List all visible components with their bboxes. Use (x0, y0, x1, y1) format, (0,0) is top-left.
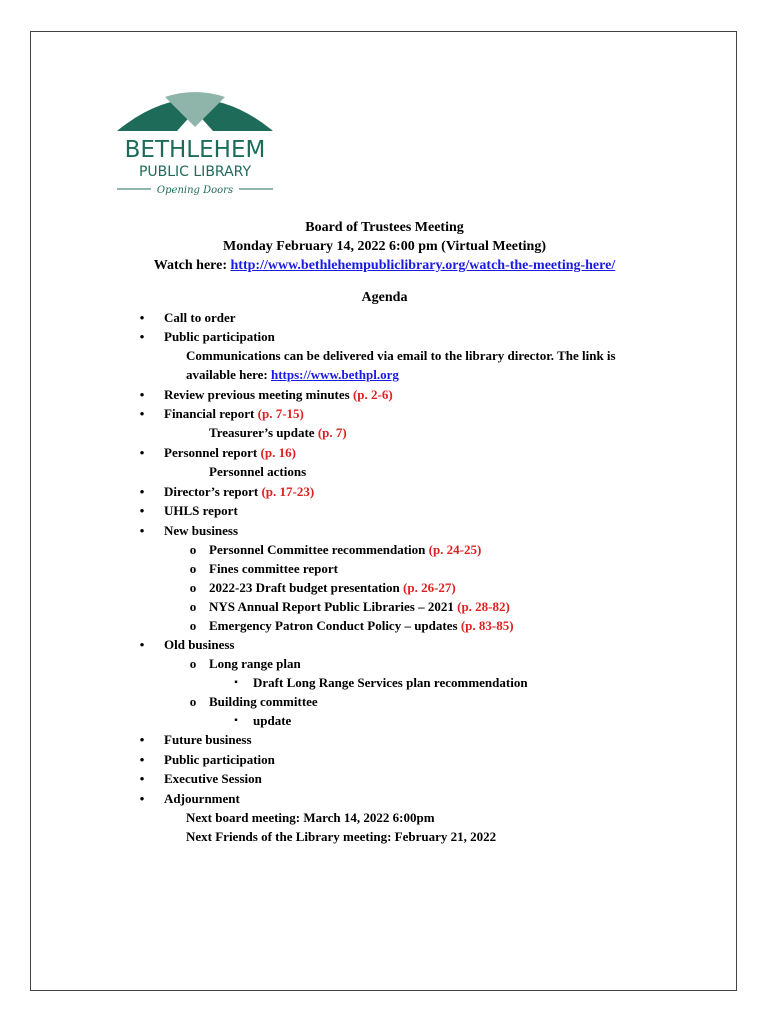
library-link[interactable]: https://www.bethpl.org (270, 367, 399, 382)
sub-item: o Personnel Committee recommendation (p. 24-25) (189, 542, 482, 557)
logo-line-2: PUBLIC LIBRARY (138, 164, 252, 180)
page-ref: (p. 83-85) (460, 618, 514, 633)
meeting-title: Board of Trustees Meeting (305, 220, 464, 235)
list-item: • Public participation (139, 752, 275, 767)
agenda-title: Agenda (361, 290, 408, 305)
watch-line (31, 256, 738, 275)
list-item: • UHLS report (139, 503, 238, 518)
sub-item: o NYS Annual Report Public Libraries – 2021 (p. 28-82) (189, 599, 510, 614)
logo-tagline: Opening Doors (156, 185, 234, 196)
list-item: • New business (139, 523, 239, 538)
logo-line-1: BETHLEHEM (124, 137, 266, 163)
page-ref: (p. 17-23) (261, 484, 315, 499)
list-item: • Director’s report (p. 17-23) (139, 484, 315, 499)
watch-link[interactable]: http://www.bethlehempubliclibrary.org/watch-the-meeting-here/ (230, 258, 616, 273)
sub-item: o Fines committee report (189, 561, 338, 576)
sub-item: o 2022-23 Draft budget presentation (p. 26-27) (189, 580, 456, 595)
sub-item: o Long range plan (189, 656, 301, 671)
library-logo (115, 89, 275, 201)
page-ref: (p. 16) (260, 445, 296, 460)
sub-item: Personnel actions (209, 464, 307, 479)
list-item: • Executive Session (139, 771, 262, 786)
sub-sub-item: ▪ Draft Long Range Services plan recommendation (234, 675, 528, 690)
document-page (30, 31, 737, 991)
list-item: • Public participation (139, 329, 275, 344)
list-item: • Old business (139, 637, 235, 652)
next-friends-meeting: Next Friends of the Library meeting: February 21, 2022 (186, 829, 497, 844)
sub-item: o Emergency Patron Conduct Policy – updates (p. 83-85) (189, 618, 514, 633)
list-item: • Financial report (p. 7-15) (139, 406, 304, 421)
list-item: • Adjournment (139, 791, 240, 806)
sub-item: Treasurer’s update (p. 7) (209, 425, 347, 440)
page-ref: (p. 7) (317, 425, 347, 440)
page-ref: (p. 2-6) (352, 387, 393, 402)
meeting-date: Monday February 14, 2022 6:00 pm (Virtual Meeting) (223, 239, 546, 254)
watch-label: Watch here: (153, 258, 231, 273)
sub-item: o Building committee (189, 694, 318, 709)
meeting-header (31, 218, 738, 275)
page-ref: (p. 7-15) (257, 406, 304, 421)
sub-sub-item: ▪ update (234, 713, 292, 728)
list-item: • Call to order (139, 310, 236, 325)
page-ref: (p. 28-82) (457, 599, 510, 614)
list-item: • Future business (139, 732, 252, 747)
list-item: • Review previous meeting minutes (p. 2-6) (139, 387, 393, 402)
page-ref: (p. 24-25) (428, 542, 482, 557)
next-board-meeting: Next board meeting: March 14, 2022 6:00pm (186, 810, 435, 825)
page-ref: (p. 26-27) (403, 580, 456, 595)
note-text: available here: https://www.bethpl.org (186, 367, 399, 382)
note-text: Communications can be delivered via email to the library director. The link is (186, 348, 616, 363)
list-item: • Personnel report (p. 16) (139, 445, 296, 460)
